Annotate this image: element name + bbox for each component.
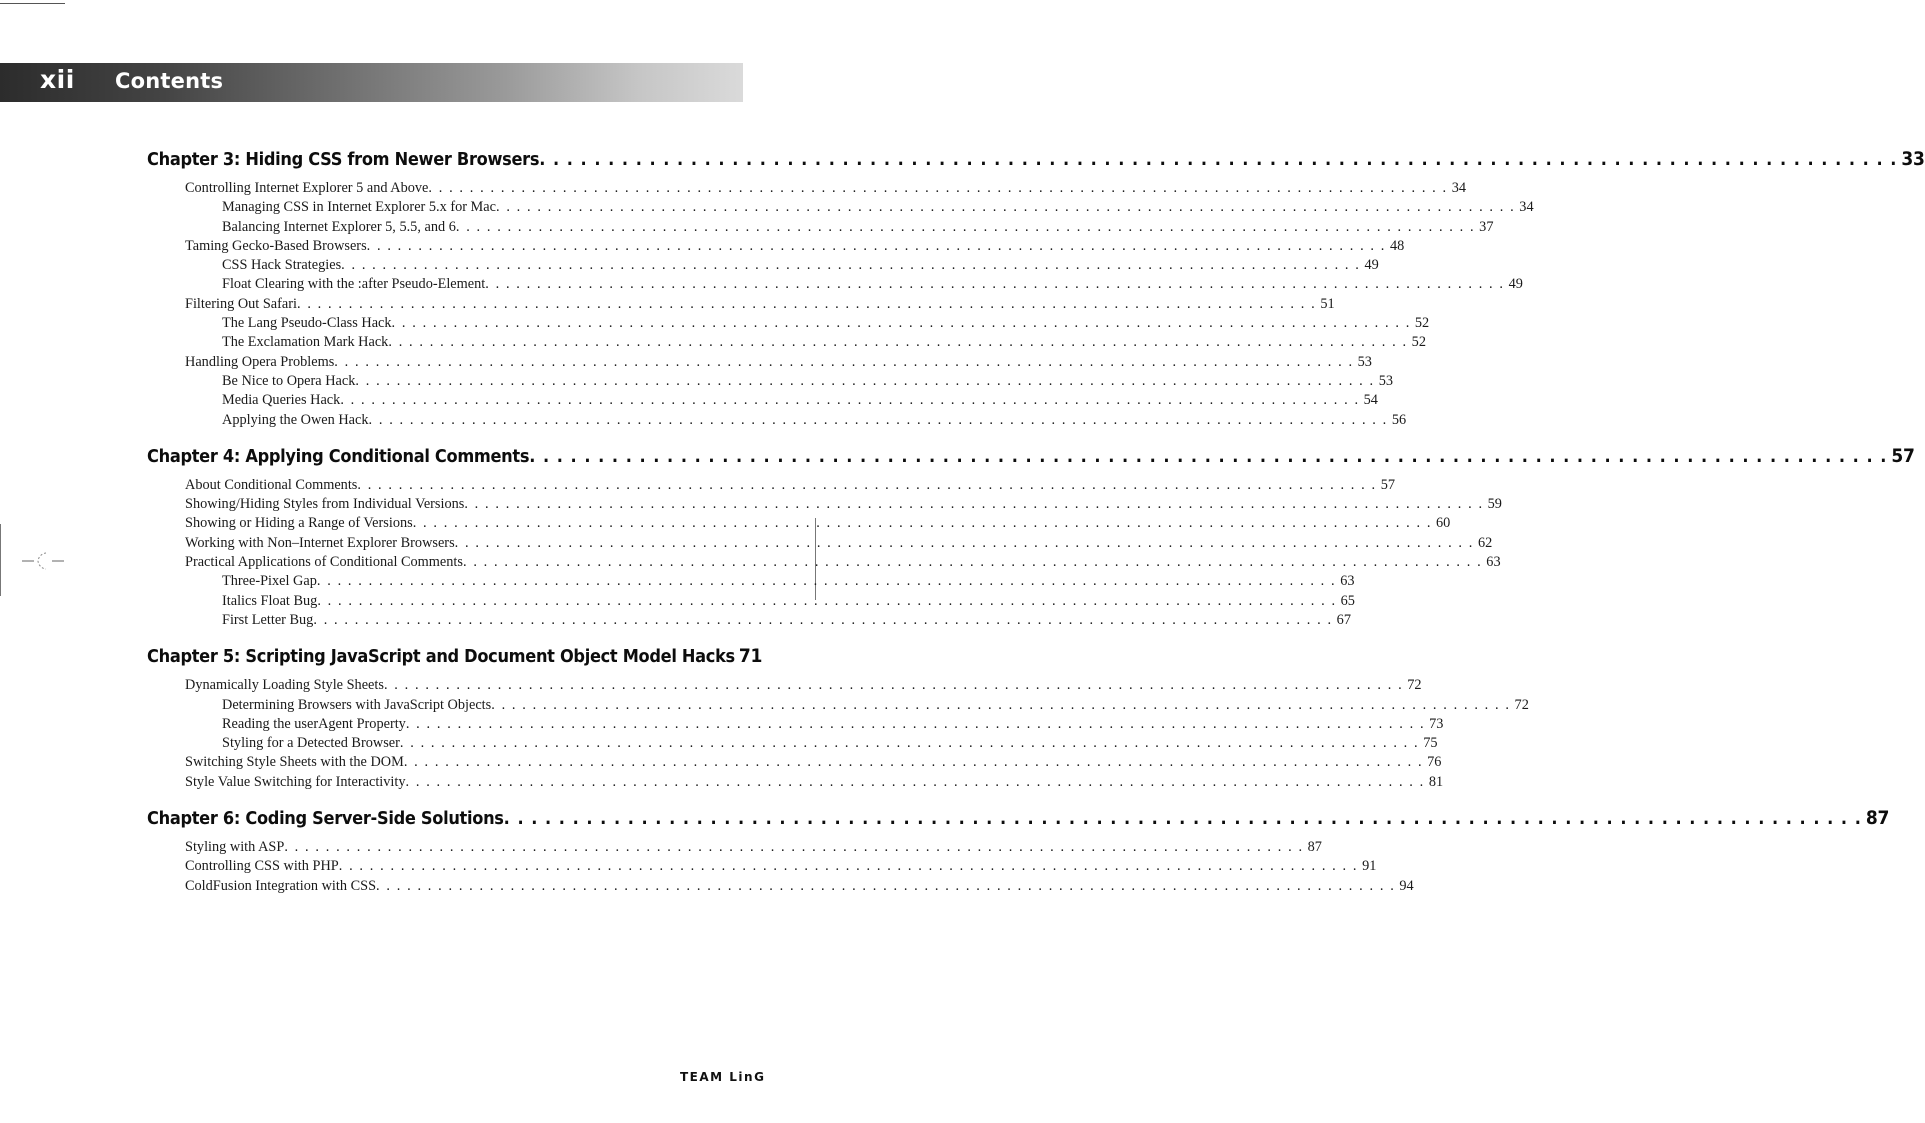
header-title: Contents [115,69,224,93]
margin-mark-left [0,524,7,596]
toc-title: The Exclamation Mark Hack [222,334,389,351]
toc-entry-row[interactable] [147,754,1442,773]
toc-leader-dots [376,878,1395,895]
toc-page-number: 94 [1399,877,1414,894]
toc-title: Switching Style Sheets with the DOM [185,754,404,771]
toc-entry-row[interactable] [147,411,1407,431]
toc-page-number: 73 [1429,715,1444,732]
toc-entry-row[interactable] [147,858,1377,877]
toc-chapter-row[interactable] [147,148,1925,175]
toc-page-number: 37 [1479,218,1494,235]
toc-entry-row[interactable] [147,696,1529,716]
toc-leader-dots [529,446,1887,467]
toc-page-number: 53 [1378,372,1394,389]
toc-chapter-row[interactable] [147,645,763,672]
toc-title: First Letter Bug [222,611,314,628]
toc-page-number: 72 [1407,677,1422,694]
toc-leader-dots [355,373,1374,390]
toc-entry-row[interactable] [147,295,1335,315]
toc-leader-dots [334,354,1353,371]
toc-entry-row[interactable] [147,180,1467,199]
toc-title: Taming Gecko-Based Browsers [185,237,367,254]
footer-logo: TEAM LinG [680,1070,766,1084]
toc-title: Reading the userAgent Property [222,715,406,732]
toc-entry-row[interactable] [147,257,1379,276]
toc-entry-row[interactable] [147,573,1355,592]
toc-entry-row[interactable] [147,515,1451,534]
toc-page-number: 75 [1423,735,1438,752]
header-page-number: xii [40,65,75,94]
toc-entry-row[interactable] [147,496,1502,515]
toc-entry-row[interactable] [147,677,1422,696]
toc-entry-row[interactable] [147,315,1430,334]
toc-leader-dots [357,477,1376,494]
toc-entry-row[interactable] [147,715,1444,735]
toc-page-number: 81 [1428,773,1444,790]
toc-leader-dots [317,593,1336,610]
toc-page-number: 91 [1362,858,1377,875]
toc-entry-row[interactable] [147,199,1534,218]
toc-title: Styling with ASP [185,839,285,856]
toc-title: Float Clearing with the :after Pseudo-Element [222,276,486,293]
toc-entry-row[interactable] [147,839,1322,858]
toc-page-number: 63 [1340,573,1355,590]
toc-title: Showing or Hiding a Range of Versions [185,515,413,532]
toc-page-number: 53 [1357,353,1372,370]
toc-page-number: 52 [1411,334,1426,351]
registration-mark-icon [20,549,66,573]
toc-title: Handling Opera Problems [185,353,335,370]
toc-title: Balancing Internet Explorer 5, 5.5, and 6 [222,218,456,235]
toc-leader-dots [456,219,1475,236]
toc-page-number: 76 [1427,754,1442,771]
toc-leader-dots [463,554,1482,571]
toc-leader-dots [369,412,1388,429]
toc-page-number: 51 [1320,295,1335,312]
toc-leader-dots [341,257,1360,274]
toc-entry-row[interactable] [147,276,1523,295]
toc-title: The Lang Pseudo-Class Hack [222,315,392,332]
toc-title: Determining Browsers with JavaScript Objects [222,696,492,713]
toc-page-number: 57 [1380,476,1395,493]
toc-leader-dots [297,296,1316,313]
toc-leader-dots [539,149,1897,170]
toc-leader-dots [388,334,1407,351]
toc-leader-dots [313,612,1332,629]
toc-leader-dots [400,735,1419,752]
toc-title: Managing CSS in Internet Explorer 5.x for Mac [222,199,496,216]
toc-entry-row[interactable] [147,334,1426,353]
toc-leader-dots [504,808,1862,829]
toc-title: Controlling CSS with PHP [185,858,339,875]
toc-title: Filtering Out Safari [185,295,297,312]
toc-entry-row[interactable] [147,534,1493,554]
toc-page-number: 48 [1389,237,1405,254]
toc-title: Practical Applications of Conditional Comments [185,554,463,571]
toc-title: Style Value Switching for Interactivity [185,773,406,790]
toc-title: CSS Hack Strategies [222,257,342,274]
toc-title: Chapter 5: Scripting JavaScript and Document Object Model Hacks [147,646,735,668]
toc-chapter-row[interactable] [147,807,1890,834]
toc-page-number: 49 [1364,257,1379,274]
toc-title: About Conditional Comments [185,476,358,493]
toc-page-number: 60 [1436,515,1451,532]
toc-title: Working with Non–Internet Explorer Browsers [185,534,455,551]
toc-page-number: 57 [1891,444,1915,467]
toc-leader-dots [340,392,1359,409]
toc-leader-dots [413,515,1432,532]
toc-entry-row[interactable] [147,476,1395,496]
toc-title: Chapter 3: Hiding CSS from Newer Browsers [147,149,540,170]
toc-title: Dynamically Loading Style Sheets [185,677,384,694]
toc-page-number: 87 [1307,839,1322,856]
toc-leader-dots [406,774,1425,791]
toc-title: Chapter 6: Coding Server-Side Solutions [147,808,504,830]
toc-page-number: 65 [1340,592,1355,609]
toc-page-number: 71 [738,645,763,668]
toc-title: Italics Float Bug [222,592,318,609]
toc-page-number: 87 [1865,807,1890,830]
toc-entry-row[interactable] [147,237,1405,257]
toc-leader-dots [428,180,1447,197]
toc-title: Chapter 4: Applying Conditional Comments [147,445,530,467]
toc-entry-row[interactable] [147,773,1444,793]
toc-title: Applying the Owen Hack [222,411,369,428]
toc-page-number: 33 [1901,148,1925,170]
toc-entry-row[interactable] [147,611,1351,631]
toc-leader-dots [491,697,1510,714]
toc-leader-dots [339,858,1358,875]
toc-page-number: 67 [1336,611,1351,628]
toc-title: Showing/Hiding Styles from Individual Versions [185,496,465,513]
toc-entry-row[interactable] [147,592,1355,612]
toc-entry-row[interactable] [147,877,1414,897]
toc-leader-dots [404,754,1423,771]
toc-title: Media Queries Hack [222,392,341,409]
toc-page-number: 59 [1487,496,1502,513]
table-of-contents [147,148,1925,897]
toc-chapter-row[interactable] [147,444,1915,472]
toc-leader-dots [384,677,1403,694]
toc-entry-row[interactable] [147,353,1372,373]
toc-page-number: 63 [1486,554,1501,571]
page-corner-line [0,3,65,4]
toc-leader-dots [284,839,1303,856]
toc-leader-dots [485,276,1504,293]
toc-leader-dots [367,238,1386,255]
toc-leader-dots [496,199,1515,216]
toc-page-number: 34 [1519,199,1534,216]
toc-page-number: 49 [1508,276,1523,293]
toc-page-number: 54 [1363,392,1378,409]
toc-page-number: 52 [1414,315,1430,332]
toc-leader-dots [392,315,1411,332]
toc-page-number: 72 [1514,696,1529,713]
toc-title: Styling for a Detected Browser [222,735,400,752]
toc-title: Be Nice to Opera Hack [222,372,356,389]
toc-leader-dots [455,535,1474,552]
toc-title: Three-Pixel Gap [222,573,317,590]
toc-page-number: 62 [1477,534,1493,551]
header-band [0,63,743,102]
toc-title: ColdFusion Integration with CSS [185,877,377,894]
toc-entry-row[interactable] [147,392,1378,411]
toc-title: Controlling Internet Explorer 5 and Above [185,180,429,196]
toc-page-number: 56 [1391,411,1407,428]
toc-page-number: 34 [1451,180,1467,196]
toc-leader-dots [406,716,1425,733]
toc-entry-row[interactable] [147,372,1394,392]
toc-leader-dots [317,573,1336,590]
toc-entry-row[interactable] [147,218,1494,238]
toc-entry-row[interactable] [147,735,1438,754]
toc-leader-dots [464,496,1483,513]
toc-entry-row[interactable] [147,554,1501,573]
